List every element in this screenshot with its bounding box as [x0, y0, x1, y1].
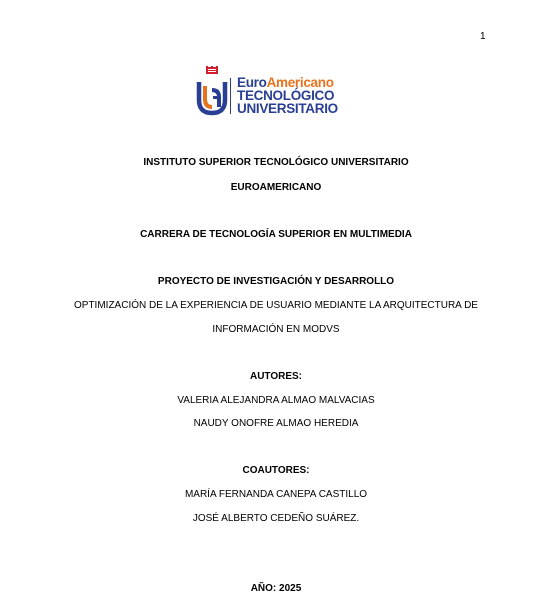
- year-label: AÑO: 2025: [250, 583, 302, 594]
- career-name: CARRERA DE TECNOLOGÍA SUPERIOR EN MULTIMEDIA: [140, 229, 412, 240]
- project-title-line2: INFORMACIÓN EN MODVS: [212, 324, 340, 335]
- institution-logo: [193, 66, 363, 118]
- logo-wordmark: [237, 76, 338, 115]
- logo-text-euro: Euro: [237, 75, 267, 90]
- coauthor-name: JOSÉ ALBERTO CEDEÑO SUÁREZ.: [192, 513, 360, 524]
- logo-text-tecnologico: TECNOLÓGICO: [237, 88, 335, 103]
- coauthor-name: MARÍA FERNANDA CANEPA CASTILLO: [184, 489, 368, 500]
- project-title-line1: OPTIMIZACIÓN DE LA EXPERIENCIA DE USUARIO MEDIANTE LA ARQUITECTURA DE: [74, 300, 478, 311]
- author-name: NAUDY ONOFRE ALMAO HEREDIA: [193, 418, 359, 429]
- institution-name-line2: EUROAMERICANO: [230, 182, 322, 193]
- coauthors-heading: COAUTORES:: [242, 465, 310, 476]
- institution-name-line1: INSTITUTO SUPERIOR TECNOLÓGICO UNIVERSITARIO: [143, 157, 409, 168]
- project-heading: PROYECTO DE INVESTIGACIÓN Y DESARROLLO: [157, 276, 395, 287]
- authors-heading: AUTORES:: [249, 371, 303, 382]
- logo-text-universitario: UNIVERSITARIO: [237, 101, 338, 116]
- author-name: VALERIA ALEJANDRA ALMAO MALVACIAS: [177, 395, 375, 406]
- euroamericano-emblem-icon: [193, 66, 233, 118]
- page-number: 1: [480, 31, 486, 42]
- logo-text-americano: Americano: [266, 75, 334, 90]
